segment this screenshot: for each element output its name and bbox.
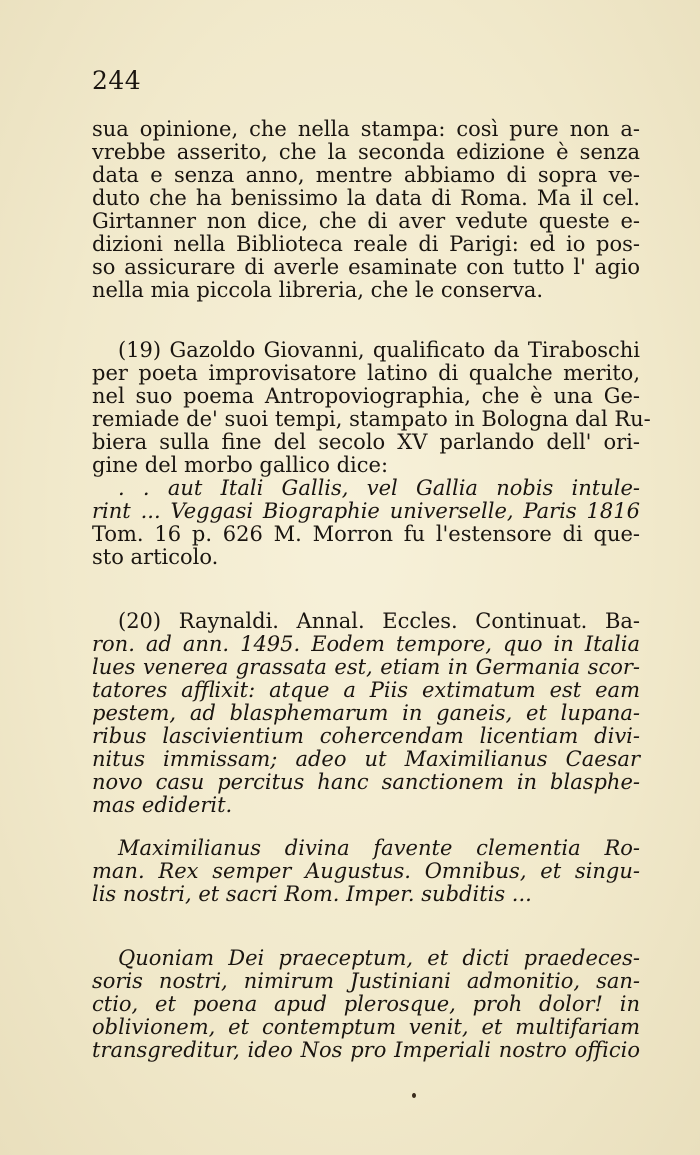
decree-text	[92, 947, 640, 1062]
text-line: sto articolo.	[92, 545, 219, 569]
text-line: remiade de' suoi tempi, stampato in Bologna dal Ru-	[92, 407, 651, 431]
quote-line: . . aut Itali Gallis, vel Gallia nobis intule-	[118, 476, 640, 500]
ink-speck	[412, 1093, 416, 1098]
text-line: vrebbe asserito, che la seconda edizione è senza	[92, 140, 640, 164]
text-line: nel suo poema Antropoviographia, che è una Ge-	[92, 384, 640, 408]
quote-line: nitus immissam; adeo ut Maximilianus Caesar	[92, 747, 640, 771]
quote-line: Quoniam Dei praeceptum, et dicti praedeces-	[118, 946, 640, 970]
quote-line: man. Rex semper Augustus. Omnibus, et singu-	[92, 859, 640, 883]
quote-line: lis nostri, et sacri Rom. Imper. subditis ...	[92, 882, 532, 906]
note-20	[92, 610, 640, 817]
decree-heading	[92, 837, 640, 906]
quote-line: mas ediderit.	[92, 793, 233, 817]
text-line: (20) Raynaldi. Annal. Eccles. Continuat. Ba-	[118, 609, 640, 633]
note-19	[92, 338, 651, 569]
text-line: per poeta improvisatore latino di qualche merito,	[92, 361, 640, 385]
quote-line: lues venerea grassata est, etiam in Germania scor-	[92, 655, 640, 679]
text-line: Tom. 16 p. 626 M. Morron fu l'estensore di que-	[92, 522, 640, 546]
text-line: nella mia piccola libreria, che le conserva.	[92, 278, 544, 302]
paragraph-continuation	[92, 118, 640, 302]
quote-line: rint ... Veggasi Biographie universelle, Paris 1816	[92, 499, 640, 523]
text-line: (19) Gazoldo Giovanni, qualificato da Tiraboschi	[118, 338, 640, 362]
quote-line: pestem, ad blasphemarum in ganeis, et lupana-	[92, 701, 640, 725]
page-number: 244	[92, 66, 142, 95]
text-line: so assicurare di averle esaminate con tutto l' agio	[92, 255, 640, 279]
text-line: data e senza anno, mentre abbiamo di sopra ve-	[92, 163, 640, 187]
quote-line: soris nostri, nimirum Justiniani admonitio, san-	[92, 969, 640, 993]
quote-line: tatores afflixit: atque a Piis extimatum est eam	[92, 678, 640, 702]
quote-line: Maximilianus divina favente clementia Ro-	[118, 836, 640, 860]
quote-line: novo casu percitus hanc sanctionem in blasphe-	[92, 770, 640, 794]
quote-line: ribus lascivientium cohercendam licentiam divi-	[92, 724, 640, 748]
book-page	[92, 62, 651, 1142]
text-line: gine del morbo gallico dice:	[92, 453, 389, 477]
text-line: sua opinione, che nella stampa: così pure non a-	[92, 117, 640, 141]
quote-line: ron. ad ann. 1495. Eodem tempore, quo in Italia	[92, 632, 640, 656]
quote-line: oblivionem, et contemptum venit, et multifariam	[92, 1015, 640, 1039]
text-line: Girtanner non dice, che di aver vedute queste e-	[92, 209, 640, 233]
text-line: biera sulla fine del secolo XV parlando dell' ori-	[92, 430, 640, 454]
quote-line: transgreditur, ideo Nos pro Imperiali nostro officio	[92, 1038, 640, 1062]
text-line: dizioni nella Biblioteca reale di Parigi: ed io pos-	[92, 232, 640, 256]
text-line: duto che ha benissimo la data di Roma. Ma il cel.	[92, 186, 640, 210]
quote-line: ctio, et poena apud plerosque, proh dolor! in	[92, 992, 640, 1016]
